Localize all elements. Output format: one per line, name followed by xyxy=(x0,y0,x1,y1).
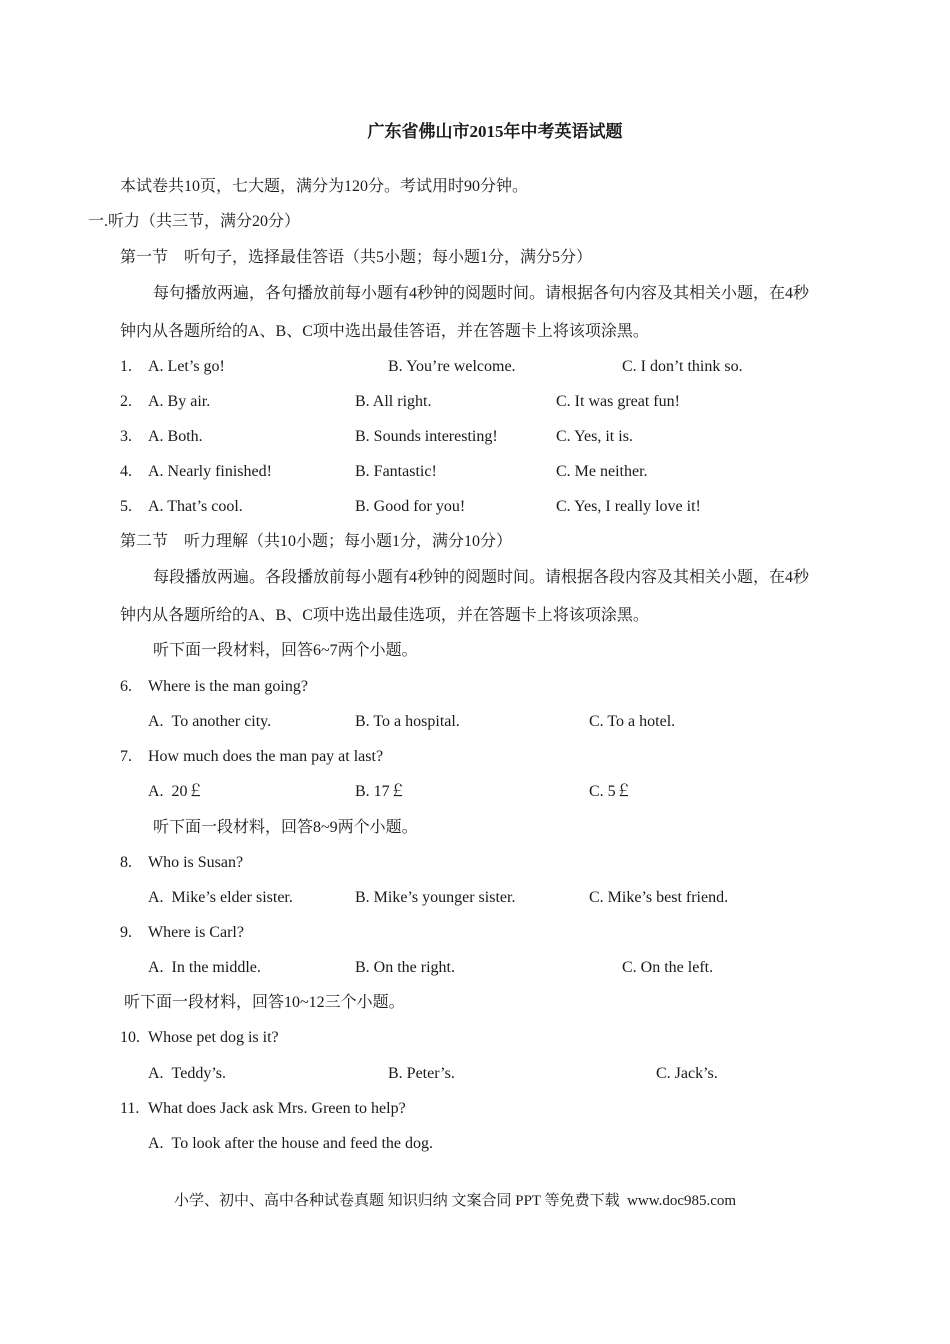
question-2-option-a: A. By air. xyxy=(148,393,211,410)
question-5-option-b: B. Good for you! xyxy=(355,498,466,515)
question-9-option-c: C. On the left. xyxy=(622,959,714,976)
question-10-text: Whose pet dog is it? xyxy=(148,1029,279,1046)
question-2-number: 2. xyxy=(120,393,132,410)
question-5-option-a: A. That’s cool. xyxy=(148,498,243,515)
question-1-number: 1. xyxy=(120,358,132,375)
exam-intro: 本试卷共10页，七大题，满分为120分。考试用时90分钟。 xyxy=(120,178,529,195)
question-3-option-a: A. Both. xyxy=(148,428,203,445)
question-1-option-c: C. I don’t think so. xyxy=(622,358,743,375)
question-9-option-a: A. In the middle. xyxy=(148,959,261,976)
question-4-option-c: C. Me neither. xyxy=(556,463,648,480)
question-9-text: Where is Carl? xyxy=(148,924,244,941)
page-footer: 小学、初中、高中各种试卷真题 知识归纳 文案合同 PPT 等免费下载 www.doc985.com xyxy=(174,1193,737,1209)
question-6-text: Where is the man going? xyxy=(148,678,308,695)
question-11-option-a: A. To look after the house and feed the dog. xyxy=(148,1135,434,1152)
question-6-option-a: A. To another city. xyxy=(148,713,272,730)
question-6-option-c: C. To a hotel. xyxy=(589,713,676,730)
question-7-number: 7. xyxy=(120,748,132,765)
section1-instruction-line2: 钟内从各题所给的A、B、C项中选出最佳答语，并在答题卡上将该项涂黑。 xyxy=(120,323,649,340)
section2-header: 第二节 听力理解（共10小题；每小题1分，满分10分） xyxy=(120,533,513,550)
question-1-option-b: B. You’re welcome. xyxy=(388,358,516,375)
question-6-option-b: B. To a hospital. xyxy=(355,713,460,730)
question-6-number: 6. xyxy=(120,678,132,695)
section2-instruction-line2: 钟内从各题所给的A、B、C项中选出最佳选项，并在答题卡上将该项涂黑。 xyxy=(120,607,649,624)
question-7-option-a: A. 20￡ xyxy=(148,783,204,800)
question-4-option-a: A. Nearly finished! xyxy=(148,463,272,480)
page-title: 广东省佛山市2015年中考英语试题 xyxy=(367,122,623,141)
question-10-number: 10. xyxy=(120,1029,140,1046)
question-11-text: What does Jack ask Mrs. Green to help? xyxy=(148,1100,406,1117)
listen-instruction-6-7: 听下面一段材料，回答6~7两个小题。 xyxy=(153,642,418,659)
part-heading-listening: 一.听力（共三节，满分20分） xyxy=(88,213,301,230)
listen-instruction-8-9: 听下面一段材料，回答8~9两个小题。 xyxy=(153,819,418,836)
question-11-number: 11. xyxy=(120,1100,140,1117)
section1-header: 第一节 听句子，选择最佳答语（共5小题；每小题1分，满分5分） xyxy=(120,249,593,266)
question-10-option-b: B. Peter’s. xyxy=(388,1065,455,1082)
question-8-option-a: A. Mike’s elder sister. xyxy=(148,889,293,906)
question-5-number: 5. xyxy=(120,498,132,515)
question-1-option-a: A. Let’s go! xyxy=(148,358,225,375)
listen-instruction-10-12: 听下面一段材料，回答10~12三个小题。 xyxy=(124,994,405,1011)
question-3-option-b: B. Sounds interesting! xyxy=(355,428,498,445)
question-2-option-c: C. It was great fun! xyxy=(556,393,680,410)
question-8-number: 8. xyxy=(120,854,132,871)
question-7-text: How much does the man pay at last? xyxy=(148,748,384,765)
question-10-option-a: A. Teddy’s. xyxy=(148,1065,226,1082)
question-7-option-c: C. 5￡ xyxy=(589,783,632,800)
question-8-option-b: B. Mike’s younger sister. xyxy=(355,889,516,906)
question-10-option-c: C. Jack’s. xyxy=(656,1065,718,1082)
question-8-text: Who is Susan? xyxy=(148,854,244,871)
question-9-option-b: B. On the right. xyxy=(355,959,455,976)
question-9-number: 9. xyxy=(120,924,132,941)
question-4-number: 4. xyxy=(120,463,132,480)
question-3-number: 3. xyxy=(120,428,132,445)
question-7-option-b: B. 17￡ xyxy=(355,783,406,800)
question-4-option-b: B. Fantastic! xyxy=(355,463,437,480)
section1-instruction-line1: 每句播放两遍，各句播放前每小题有4秒钟的阅题时间。请根据各句内容及其相关小题，在4秒 xyxy=(153,285,810,302)
question-5-option-c: C. Yes, I really love it! xyxy=(556,498,701,515)
question-3-option-c: C. Yes, it is. xyxy=(556,428,633,445)
question-2-option-b: B. All right. xyxy=(355,393,432,410)
section2-instruction-line1: 每段播放两遍。各段播放前每小题有4秒钟的阅题时间。请根据各段内容及其相关小题，在4秒 xyxy=(153,569,810,586)
question-8-option-c: C. Mike’s best friend. xyxy=(589,889,729,906)
